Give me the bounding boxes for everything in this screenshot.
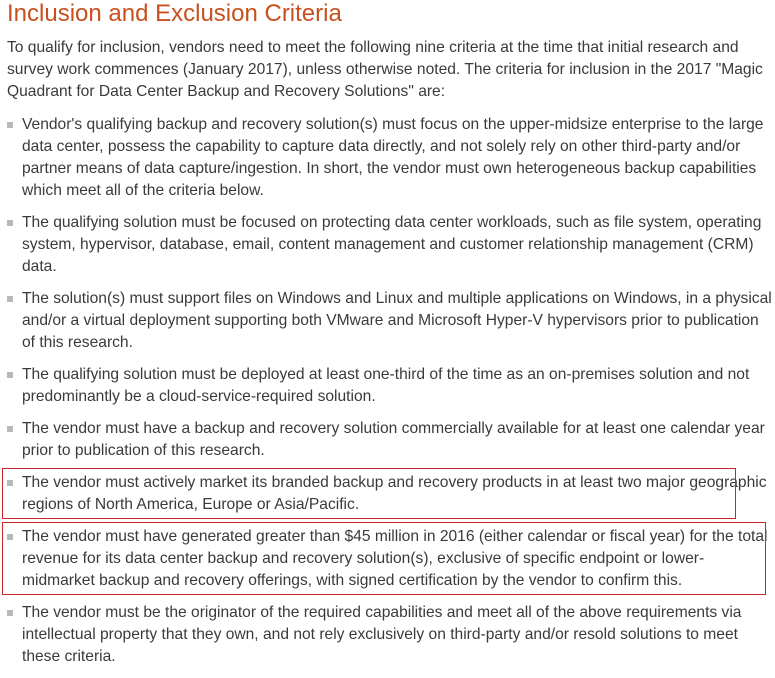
square-bullet-icon bbox=[7, 480, 13, 486]
square-bullet-icon bbox=[7, 534, 13, 540]
square-bullet-icon bbox=[7, 220, 13, 226]
criteria-text: The solution(s) must support files on Windows and Linux and multiple applications on Windows, in a physical and/or a virtual deployment supporting both VMware and Microsoft Hyper-V hypervisors prior to publication of this research. bbox=[22, 290, 772, 351]
criteria-item-8 bbox=[0, 602, 775, 668]
criteria-text: The vendor must actively market its branded backup and recovery products in at least two major geographic regions of North America, Europe or Asia/Pacific. bbox=[22, 474, 767, 513]
criteria-text: The qualifying solution must be deployed at least one-third of the time as an on-premises solution and not predominantly be a cloud-service-required solution. bbox=[22, 366, 750, 405]
criteria-text: The vendor must be the originator of the required capabilities and meet all of the above requirements via intellectual property that they own, and not rely exclusively on third-party and/or resold solutions to meet these criteria. bbox=[22, 604, 742, 665]
square-bullet-icon bbox=[7, 426, 13, 432]
criteria-text: Vendor's qualifying backup and recovery solution(s) must focus on the upper-midsize enterprise to the large data center, possess the capability to capture data directly, and not solely rely on other third-party and/or partner means of data capture/ingestion. In short, the vendor must own heterogeneous backup capabilities which meet all of the criteria below. bbox=[22, 116, 764, 199]
square-bullet-icon bbox=[7, 122, 13, 128]
criteria-item-7-highlighted bbox=[0, 526, 775, 592]
criteria-text: The vendor must have a backup and recovery solution commercially available for at least one calendar year prior to publication of this research. bbox=[22, 420, 765, 459]
criteria-item-6-highlighted bbox=[0, 472, 775, 516]
square-bullet-icon bbox=[7, 372, 13, 378]
criteria-text: The vendor must have generated greater than $45 million in 2016 (either calendar or fiscal year) for the total revenue for its data center backup and recovery solution(s), exclusive of specific endpoint or lower-midmarket backup and recovery offerings, with signed certification by the vendor to confirm this. bbox=[22, 528, 768, 589]
criteria-item-3 bbox=[0, 288, 775, 354]
intro-paragraph: To qualify for inclusion, vendors need to meet the following nine criteria at the time that initial research and survey work commences (January 2017), unless otherwise noted. The criteria for inclusion in the 2017 "Magic Quadrant for Data Center Backup and Recovery Solutions" are: bbox=[7, 39, 763, 100]
criteria-list bbox=[0, 114, 775, 678]
section-title: Inclusion and Exclusion Criteria bbox=[7, 0, 342, 27]
criteria-item-4 bbox=[0, 364, 775, 408]
square-bullet-icon bbox=[7, 610, 13, 616]
criteria-item-5 bbox=[0, 418, 775, 462]
square-bullet-icon bbox=[7, 296, 13, 302]
criteria-item-2 bbox=[0, 212, 775, 278]
criteria-item-1 bbox=[0, 114, 775, 202]
criteria-text: The qualifying solution must be focused on protecting data center workloads, such as file system, operating system, hypervisor, database, email, content management and customer relationship management (CRM) data. bbox=[22, 214, 762, 275]
